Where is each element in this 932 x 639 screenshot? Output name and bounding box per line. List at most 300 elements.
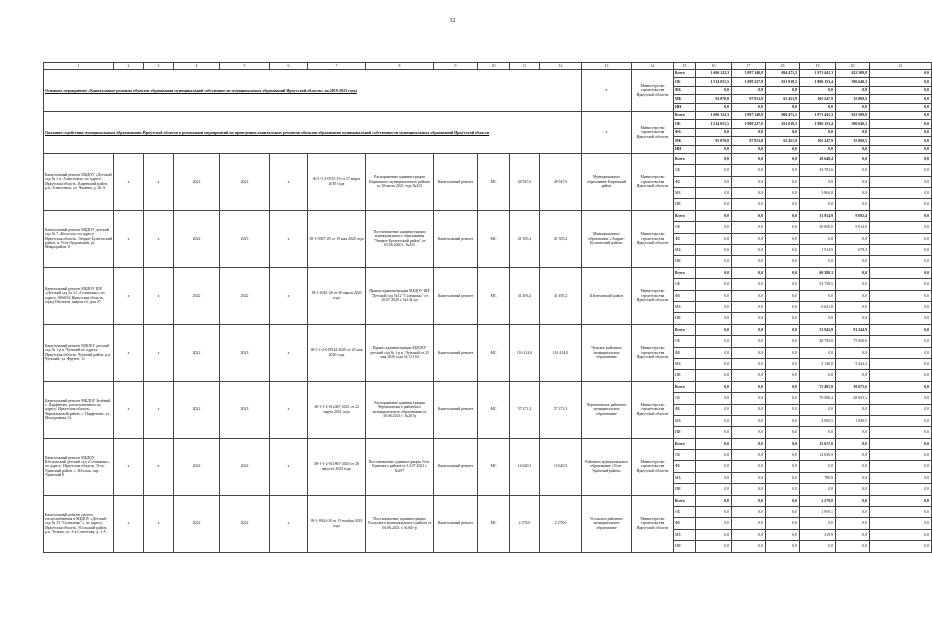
funding-value: 1 097 140,8	[732, 70, 766, 78]
funding-value: 0,0	[836, 199, 870, 210]
funding-value: 0,0	[870, 495, 932, 506]
funding-value: 0,0	[696, 145, 732, 153]
funding-value: 0,0	[766, 518, 800, 529]
funding-value: 0,0	[766, 347, 800, 358]
column-number: 20	[836, 63, 870, 70]
funding-value: 0,0	[836, 370, 870, 381]
funding-value: 0,0	[696, 518, 732, 529]
object-c4: 2022	[174, 210, 220, 267]
funding-value: 0,0	[836, 495, 870, 506]
funding-source: Всего	[674, 324, 696, 335]
funding-value: 0,0	[732, 404, 766, 415]
funding-value: 0,0	[696, 541, 732, 552]
estimated-cost: 41 495,2	[510, 267, 540, 324]
funding-value: 0,0	[836, 529, 870, 540]
funding-value: 0,0	[836, 438, 870, 449]
program-table	[43, 62, 932, 553]
expertise-conclusion: 36-1-1-3-0515-19 от 27 марта 2019 года	[308, 153, 366, 210]
funding-value: 0,0	[836, 233, 870, 244]
estimated-cost: 14 620,3	[510, 438, 540, 495]
funding-source: ФБ	[674, 461, 696, 472]
column-number: 9	[434, 63, 478, 70]
funding-value: 0,0	[766, 279, 800, 290]
object-funding-row	[44, 438, 932, 449]
ownership-type: МС	[478, 495, 510, 552]
approval-order: Распоряжение администрации Черемховского районного муниципального образования от 30.06.2021 г. №207р	[366, 381, 434, 438]
funding-source: ФБ	[674, 176, 696, 187]
section-marker: х	[582, 111, 632, 153]
section-title: Оказание содействия муниципальным образованиям Иркутской области в реализации мероприятий по проведению капитальных ремонтов объектов образования муниципальной собственности муниципальных образований Иркутской области	[44, 111, 582, 153]
funding-source: ФБ	[674, 86, 696, 94]
remaining-cost: 41 505,2	[540, 210, 582, 267]
funding-source: Всего	[674, 70, 696, 78]
funding-value: 0,0	[800, 541, 836, 552]
funding-source: ИИ	[674, 313, 696, 324]
municipality-cell: Муниципальное образование Киренский район	[582, 153, 632, 210]
funding-value: 1 840,5	[836, 415, 870, 426]
column-number-row	[44, 63, 932, 70]
funding-value: 0,0	[870, 137, 932, 145]
funding-value: 0,0	[766, 507, 800, 518]
funding-value: 0,0	[696, 103, 732, 111]
ownership-type: МС	[478, 381, 510, 438]
funding-value: 0,0	[766, 450, 800, 461]
funding-value: 0,0	[696, 507, 732, 518]
funding-value: 81 244,9	[836, 324, 870, 335]
column-number: 3	[144, 63, 174, 70]
column-number: 1	[44, 63, 114, 70]
object-c6: х	[270, 495, 308, 552]
funding-value: 60 380,3	[800, 267, 836, 278]
funding-value: 0,0	[696, 222, 732, 233]
expertise-conclusion: 38-1-0261-20 от 30 марта 2020 года	[308, 267, 366, 324]
funding-source: ОБ	[674, 507, 696, 518]
expertise-conclusion: 38-1-1-2-011867-2020 от 28 августа 2020 года	[308, 438, 366, 495]
estimated-cost: 2 278,0	[510, 495, 540, 552]
funding-source: МБ	[674, 95, 696, 103]
funding-value: 0,0	[800, 103, 836, 111]
funding-value: 70 586,4	[800, 393, 836, 404]
section-marker: х	[582, 70, 632, 112]
funding-value: 0,0	[870, 145, 932, 153]
funding-value: 0,0	[732, 145, 766, 153]
funding-value: 0,0	[870, 78, 932, 86]
funding-value: 0,0	[870, 279, 932, 290]
funding-value: 0,0	[696, 245, 732, 256]
funding-value: 0,0	[870, 541, 932, 552]
funding-value: 0,0	[732, 86, 766, 94]
funding-value: 0,0	[836, 103, 870, 111]
object-c6: х	[270, 267, 308, 324]
funding-value: 75 820,6	[836, 336, 870, 347]
funding-value: 0,0	[696, 290, 732, 301]
funding-value: 0,0	[732, 358, 766, 369]
funding-value: 0,0	[732, 199, 766, 210]
funding-source: МБ	[674, 245, 696, 256]
column-number: 21	[870, 63, 932, 70]
funding-value: 63 451,9	[766, 95, 800, 103]
funding-value: 0,0	[696, 461, 732, 472]
funding-value: 0,0	[836, 541, 870, 552]
funding-value: 0,0	[732, 279, 766, 290]
funding-value: 1 806 153,4	[800, 120, 836, 128]
object-c6: х	[270, 210, 308, 267]
object-name: Капитальный ремонт систем теплоснабжения в МБДОУ «Детский сад № 15 "Солнышко"», по адресу: Иркутская область, Усольский район, р.п. Тельма, ул. 3-я Советская, д. 1 А	[44, 495, 114, 552]
funding-value: 0,0	[696, 370, 732, 381]
funding-value: 0,0	[696, 188, 732, 199]
object-c4: 2022	[174, 267, 220, 324]
funding-value: 0,0	[870, 199, 932, 210]
funding-value: 0,0	[732, 290, 766, 301]
funding-value: 1 009 227,0	[732, 120, 766, 128]
municipality-cell: Усольское районное муниципальное образование	[582, 495, 632, 552]
approval-order: Постановление администрации муниципального образования "Эхирит-Булагатский район" от 03.06.2020 г. №415	[366, 210, 434, 267]
ownership-type: МС	[478, 438, 510, 495]
object-c5: 2023	[220, 324, 270, 381]
funding-value: 0,0	[766, 188, 800, 199]
funding-source: Всего	[674, 153, 696, 164]
object-c4: 2022	[174, 381, 220, 438]
funding-value: 34 783,6	[800, 165, 836, 176]
funding-value: 694 471,2	[766, 111, 800, 119]
funding-value: 0,0	[766, 370, 800, 381]
funding-source: МБ	[674, 137, 696, 145]
funding-value: 0,0	[732, 188, 766, 199]
funding-source: ИИ	[674, 199, 696, 210]
executor-cell: Министерство строительства Иркутской области	[632, 324, 674, 381]
funding-value: 1 606 122,3	[696, 70, 732, 78]
funding-source: ОБ	[674, 450, 696, 461]
funding-source: ИИ	[674, 145, 696, 153]
object-c2: х	[114, 438, 144, 495]
funding-value: 0,0	[766, 267, 800, 278]
funding-value: 63 451,9	[766, 137, 800, 145]
funding-value: 0,0	[870, 233, 932, 244]
section-title: Основное мероприятие «Капитальные ремонты объектов образования муниципальной собственности муниципальных образований Иркутской области» на 2019-2023 годы	[44, 70, 582, 112]
executor-cell: Министерство строительства Иркутской области	[632, 153, 674, 210]
funding-value: 0,0	[696, 165, 732, 176]
funding-value: 0,0	[696, 324, 732, 335]
funding-value: 0,0	[870, 450, 932, 461]
estimated-cost: 57 271,3	[510, 381, 540, 438]
funding-value: 1 971 441,3	[800, 70, 836, 78]
column-number: 6	[270, 63, 308, 70]
funding-value: 75 491,9	[800, 381, 836, 392]
remaining-cost: 57 271,3	[540, 381, 582, 438]
funding-value: 165 247,9	[800, 95, 836, 103]
funding-value: 0,0	[870, 529, 932, 540]
funding-value: 0,0	[870, 103, 932, 111]
executor-cell: Министерство строительства Иркутской области	[632, 495, 674, 552]
expertise-conclusion: 38-1-1-2-019544-2020 от 25 мая 2020 года	[308, 324, 366, 381]
funding-value: 0,0	[870, 70, 932, 78]
funding-value: 0,0	[870, 95, 932, 103]
object-name: Капитальный ремонт МКДОУ Зелёный с. Парфеново, расположенного по адресу: Иркутская область, Черемховский район, с. Парфеново, ул. Молодежная 14	[44, 381, 114, 438]
approval-order: Приказ администрации МБДОУ ШР "Детский сад №12 "Солнышко" от 20.07.2020 г. №132-од	[366, 267, 434, 324]
funding-source: ФБ	[674, 404, 696, 415]
remaining-cost: 116 414,0	[540, 324, 582, 381]
funding-value: 3 864,8	[800, 188, 836, 199]
funding-value: 0,0	[732, 438, 766, 449]
funding-value: 0,0	[766, 495, 800, 506]
funding-value: 0,0	[696, 404, 732, 415]
object-funding-row	[44, 495, 932, 506]
funding-value: 92 070,8	[696, 95, 732, 103]
ownership-type: МС	[478, 324, 510, 381]
funding-value: 14 836,9	[800, 450, 836, 461]
funding-value: 0,0	[836, 461, 870, 472]
funding-value: 31 914,9	[800, 210, 836, 221]
funding-value: 53 738,5	[800, 279, 836, 290]
remaining-cost: 14 620,3	[540, 438, 582, 495]
funding-value: 0,0	[870, 120, 932, 128]
funding-source: ФБ	[674, 128, 696, 136]
funding-value: 35 869,5	[836, 95, 870, 103]
municipality-cell: Чунское районное муниципальное образование	[582, 324, 632, 381]
funding-source: ФБ	[674, 290, 696, 301]
funding-value: 0,0	[766, 461, 800, 472]
remaining-cost: 28 947,6	[540, 153, 582, 210]
funding-value: 0,0	[696, 199, 732, 210]
funding-value: 694 471,2	[766, 70, 800, 78]
funding-value: 0,0	[766, 128, 800, 136]
object-c6: х	[270, 153, 308, 210]
funding-value: 0,0	[696, 438, 732, 449]
object-c4: 2022	[174, 495, 220, 552]
funding-value: 0,0	[836, 484, 870, 495]
object-c5: 2023	[220, 210, 270, 267]
funding-value: 0,0	[836, 256, 870, 267]
funding-value: 0,0	[766, 313, 800, 324]
column-number: 16	[696, 63, 732, 70]
funding-value: 0,0	[836, 347, 870, 358]
funding-value: 0,0	[800, 347, 836, 358]
funding-value: 0,0	[696, 427, 732, 438]
funding-value: 0,0	[696, 358, 732, 369]
funding-value: 0,0	[696, 128, 732, 136]
object-c3: х	[144, 210, 174, 267]
funding-value: 780,9	[800, 472, 836, 483]
funding-value: 0,0	[732, 529, 766, 540]
funding-value: 0,0	[836, 267, 870, 278]
funding-value: 0,0	[732, 222, 766, 233]
funding-value: 0,0	[870, 301, 932, 312]
funding-value: 632 509,8	[836, 111, 870, 119]
funding-value: 0,0	[696, 279, 732, 290]
funding-value: 0,0	[836, 128, 870, 136]
executor-cell: Министерство строительства Иркутской области	[632, 438, 674, 495]
column-number: 2	[114, 63, 144, 70]
funding-value: 0,0	[732, 165, 766, 176]
funding-value: 0,0	[766, 210, 800, 221]
object-c5: 2022	[220, 495, 270, 552]
funding-source: Всего	[674, 267, 696, 278]
object-funding-row	[44, 210, 932, 221]
column-number: 14	[632, 63, 674, 70]
funding-value: 9 614,9	[836, 222, 870, 233]
funding-source: ИИ	[674, 427, 696, 438]
funding-value: 0,0	[800, 404, 836, 415]
funding-value: 0,0	[836, 145, 870, 153]
object-c5: 2022	[220, 153, 270, 210]
funding-value: 0,0	[766, 199, 800, 210]
funding-value: 2 279,0	[800, 495, 836, 506]
funding-value: 0,0	[732, 256, 766, 267]
funding-value: 0,0	[732, 461, 766, 472]
remaining-cost: 41 495,2	[540, 267, 582, 324]
object-c3: х	[144, 267, 174, 324]
estimated-cost: 41 505,2	[510, 210, 540, 267]
column-number: 11	[510, 63, 540, 70]
funding-value: 0,0	[800, 176, 836, 187]
funding-value: 0,0	[870, 128, 932, 136]
funding-value: 0,0	[870, 472, 932, 483]
column-number: 10	[478, 63, 510, 70]
funding-value: 0,0	[766, 324, 800, 335]
funding-source: ОБ	[674, 336, 696, 347]
funding-value: 0,0	[732, 267, 766, 278]
funding-value: 0,0	[766, 427, 800, 438]
funding-value: 0,0	[836, 188, 870, 199]
funding-source: ИИ	[674, 256, 696, 267]
funding-value: 0,0	[836, 427, 870, 438]
funding-value: 0,0	[800, 145, 836, 153]
funding-value: 0,0	[696, 393, 732, 404]
estimated-cost: 28 947,6	[510, 153, 540, 210]
object-c2: х	[114, 381, 144, 438]
object-funding-row	[44, 324, 932, 335]
funding-value: 5 424,3	[836, 358, 870, 369]
funding-value: 0,0	[766, 145, 800, 153]
funding-value: 0,0	[732, 370, 766, 381]
funding-source: ФБ	[674, 518, 696, 529]
funding-source: ИИ	[674, 484, 696, 495]
funding-value: 0,0	[732, 176, 766, 187]
funding-value: 0,0	[696, 256, 732, 267]
funding-value: 0,0	[870, 324, 932, 335]
funding-value: 0,0	[766, 165, 800, 176]
object-c3: х	[144, 153, 174, 210]
funding-value: 0,0	[732, 103, 766, 111]
funding-value: 0,0	[836, 507, 870, 518]
funding-value: 0,0	[766, 393, 800, 404]
funding-value: 6 641,8	[800, 301, 836, 312]
object-c4: 2022	[174, 438, 220, 495]
funding-value: 0,0	[836, 404, 870, 415]
funding-value: 1 097 140,8	[732, 111, 766, 119]
funding-value: 0,0	[836, 165, 870, 176]
funding-value: 0,0	[766, 529, 800, 540]
approval-order: Постановление администрации Усть-Удинского района от 14.07.2021 г. №297	[366, 438, 434, 495]
funding-value: 0,0	[836, 290, 870, 301]
funding-value: 0,0	[732, 541, 766, 552]
approval-order: Приказ администрации МДОБУ детский сад № 1 р.п. Чунский от 25 мая 2020 года № О-104	[366, 324, 434, 381]
funding-value: 0,0	[836, 279, 870, 290]
executor-cell: Министерство строительства Иркутской области	[632, 111, 674, 153]
funding-value: 1 514 051,5	[696, 120, 732, 128]
funding-value: 0,0	[766, 176, 800, 187]
funding-value: 0,0	[766, 472, 800, 483]
funding-source: МБ	[674, 472, 696, 483]
funding-value: 4 905,5	[800, 415, 836, 426]
funding-value: 0,0	[870, 415, 932, 426]
column-number: 19	[800, 63, 836, 70]
column-number: 7	[308, 63, 366, 70]
summary-funding-row	[44, 111, 932, 119]
ownership-type: МС	[478, 210, 510, 267]
funding-value: 0,0	[766, 358, 800, 369]
object-c5: 2022	[220, 267, 270, 324]
executor-cell: Министерство строительства Иркутской области	[632, 70, 674, 112]
funding-value: 0,0	[870, 210, 932, 221]
funding-value: 0,0	[870, 518, 932, 529]
funding-value: 0,0	[836, 313, 870, 324]
funding-value: 0,0	[732, 347, 766, 358]
object-c6: х	[270, 438, 308, 495]
funding-value: 0,0	[732, 210, 766, 221]
funding-value: 0,0	[870, 461, 932, 472]
column-number: 5	[220, 63, 270, 70]
funding-source: ИИ	[674, 103, 696, 111]
funding-source: Всего	[674, 495, 696, 506]
funding-value: 0,0	[696, 381, 732, 392]
funding-source: Всего	[674, 111, 696, 119]
funding-value: 0,0	[732, 301, 766, 312]
funding-value: 0,0	[732, 427, 766, 438]
object-c6: х	[270, 324, 308, 381]
funding-value: 0,0	[766, 404, 800, 415]
funding-value: 0,0	[870, 427, 932, 438]
funding-value: 0,0	[696, 450, 732, 461]
expertise-conclusion: 38-1-1-2-012467-2021 от 22 марта 2021 года	[308, 381, 366, 438]
funding-source: ОБ	[674, 165, 696, 176]
funding-value: 0,0	[766, 301, 800, 312]
funding-value: 0,0	[870, 111, 932, 119]
funding-source: ОБ	[674, 279, 696, 290]
object-c2: х	[114, 153, 144, 210]
funding-value: 1 806 153,4	[800, 78, 836, 86]
funding-value: 0,0	[732, 324, 766, 335]
funding-value: 0,0	[732, 472, 766, 483]
work-type: Капитальный ремонт	[434, 324, 478, 381]
funding-value: 0,0	[800, 290, 836, 301]
object-c3: х	[144, 324, 174, 381]
funding-value: 35 869,5	[836, 137, 870, 145]
funding-source: МБ	[674, 188, 696, 199]
funding-value: 1 606 122,3	[696, 111, 732, 119]
funding-value: 0,0	[766, 541, 800, 552]
funding-value: 165 247,9	[800, 137, 836, 145]
estimated-cost: 116 414,0	[510, 324, 540, 381]
funding-value: 0,0	[732, 313, 766, 324]
funding-value: 0,0	[766, 103, 800, 111]
funding-value: 0,0	[696, 210, 732, 221]
funding-value: 0,0	[870, 484, 932, 495]
funding-value: 0,0	[696, 153, 732, 164]
funding-value: 0,0	[836, 86, 870, 94]
summary-funding-row	[44, 70, 932, 78]
funding-value: 87 913,8	[732, 95, 766, 103]
municipality-cell: Черемховское районное муниципальное образование	[582, 381, 632, 438]
funding-value: 28 835,1	[836, 393, 870, 404]
funding-value: 0,0	[766, 86, 800, 94]
object-name: Капитальный ремонт МБДОУ детский сад № 7 «Колосок» по адресу: Иркутская область, Эхирит-Булагатский район, п. Усть-Ордынский, ул. Микрорайон, 8	[44, 210, 114, 267]
funding-value: 0,0	[836, 301, 870, 312]
work-type: Капитальный ремонт	[434, 495, 478, 552]
funding-value: 0,0	[766, 336, 800, 347]
funding-value: 0,0	[870, 507, 932, 518]
funding-value: 0,0	[732, 336, 766, 347]
